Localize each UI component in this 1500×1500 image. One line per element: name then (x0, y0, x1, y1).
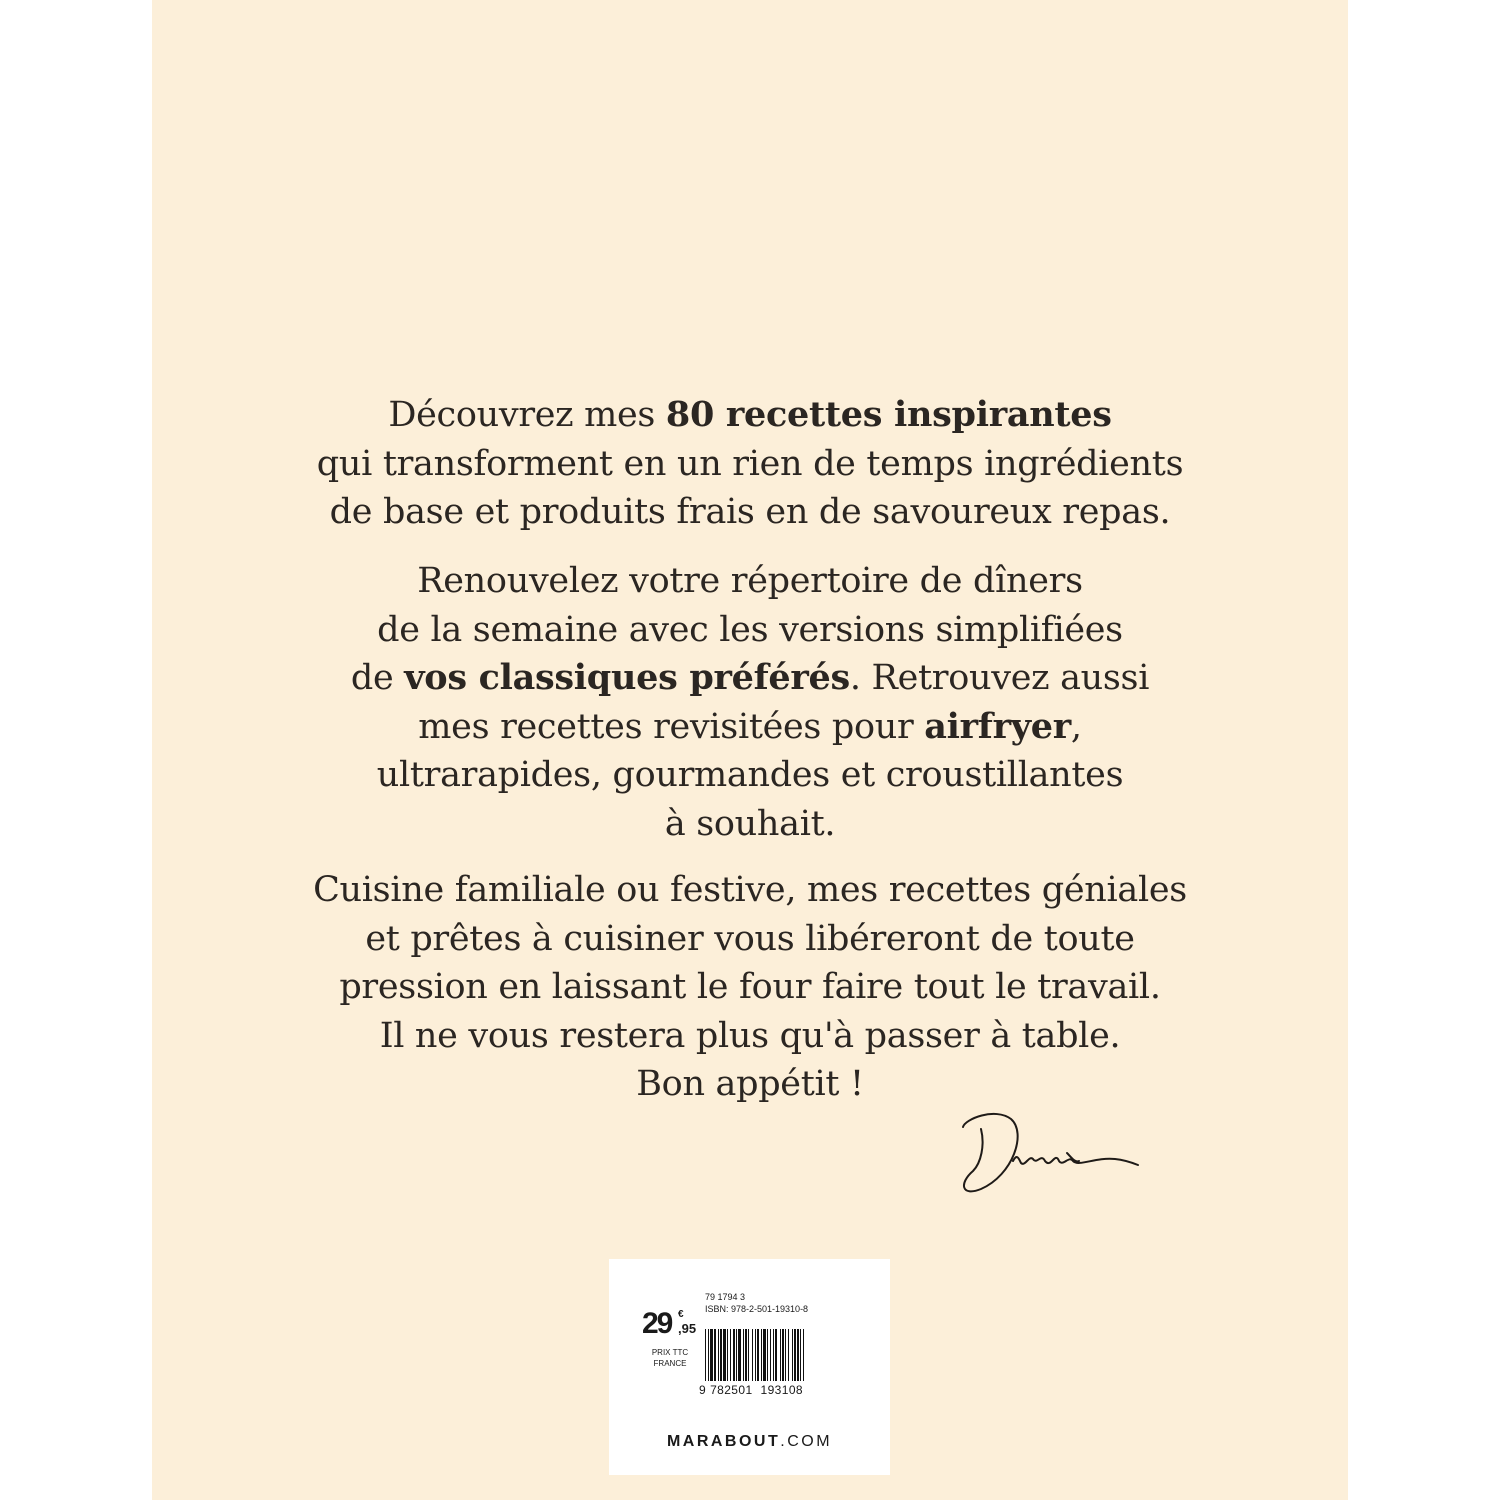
barcode-bar (782, 1329, 784, 1381)
blurb-line: Découvrez mes 80 recettes inspirantes (388, 394, 1112, 435)
paragraph-weeknight (0, 557, 1500, 848)
barcode-bar (720, 1329, 722, 1381)
author-signature (955, 1105, 1145, 1200)
blurb-line: mes recettes revisitées pour airfryer, (418, 705, 1082, 747)
barcode-bar (727, 1329, 728, 1381)
barcode-bar (780, 1329, 781, 1381)
barcode-bar (803, 1329, 804, 1381)
barcode-bar (705, 1329, 706, 1381)
barcode-bar (794, 1329, 796, 1381)
highlight-airfryer: airfryer (924, 705, 1071, 747)
barcode-bar (748, 1329, 749, 1381)
barcode-bar (800, 1329, 801, 1381)
barcode-bar (761, 1329, 762, 1381)
barcode-bar (733, 1329, 735, 1381)
barcode-bar (745, 1329, 747, 1381)
blurb-line: Cuisine familiale ou festive, mes recettes géniales (313, 870, 1187, 910)
barcode-bar (763, 1329, 766, 1381)
barcode-bar (723, 1329, 726, 1381)
barcode-bar (718, 1329, 719, 1381)
blurb-line: à souhait. (664, 803, 836, 844)
publisher-website: MARABOUT.COM (666, 1433, 833, 1450)
ean-digits: 9 782501 193108 (699, 1383, 803, 1397)
barcode-bar (708, 1329, 709, 1381)
blurb-line: Renouvelez votre répertoire de dîners (417, 561, 1083, 601)
blurb-line: Bon appétit ! (636, 1064, 864, 1104)
barcode-bar (736, 1329, 737, 1381)
currency-symbol: € (678, 1309, 684, 1320)
blurb-line: de vos classiques préférés. Retrouvez aussi (350, 657, 1150, 698)
barcode-bar (710, 1329, 713, 1381)
barcode-bar (792, 1329, 793, 1381)
barcode-bar (755, 1329, 756, 1381)
barcode-bar (770, 1329, 771, 1381)
blurb-line: Il ne vous restera plus qu'à passer à table. (379, 1015, 1121, 1056)
highlight-recipes-count: 80 recettes inspirantes (665, 394, 1112, 435)
barcode-bar (785, 1329, 786, 1381)
barcode-bar (767, 1329, 768, 1381)
blurb-line: et prêtes à cuisiner vous libéreront de toute (365, 918, 1135, 959)
product-code: 79 1794 3 (705, 1292, 746, 1302)
blurb-line: pression en laissant le four faire tout le travail. (339, 967, 1161, 1007)
price-euros: 29 (642, 1307, 672, 1340)
highlight-classics: vos classiques préférés (404, 657, 850, 698)
paragraph-intro (0, 391, 1500, 537)
barcode-bar (730, 1329, 731, 1381)
barcode-bar (752, 1329, 753, 1381)
barcode (705, 1329, 851, 1381)
barcode-bar (788, 1329, 789, 1381)
blurb-line: qui transforment en un rien de temps ingrédients (316, 443, 1184, 484)
barcode-bar (757, 1329, 759, 1381)
blurb-line: de base et produits frais en de savoureux repas. (329, 492, 1171, 532)
barcode-bar (797, 1329, 799, 1381)
paragraph-closing (0, 866, 1500, 1109)
price-cents: ,95 (678, 1321, 697, 1336)
isbn-number: ISBN: 978-2-501-19310-8 (705, 1304, 809, 1314)
blurb-line: de la semaine avec les versions simplifiées (377, 609, 1123, 650)
barcode-bar (743, 1329, 744, 1381)
price-note: PRIX TTC FRANCE (651, 1348, 689, 1368)
barcode-bar (738, 1329, 741, 1381)
barcode-bar (714, 1329, 716, 1381)
barcode-bar (773, 1329, 774, 1381)
barcode-label (609, 1259, 890, 1475)
blurb-line: ultrarapides, gourmandes et croustillantes (376, 755, 1124, 795)
barcode-bar (775, 1329, 777, 1381)
